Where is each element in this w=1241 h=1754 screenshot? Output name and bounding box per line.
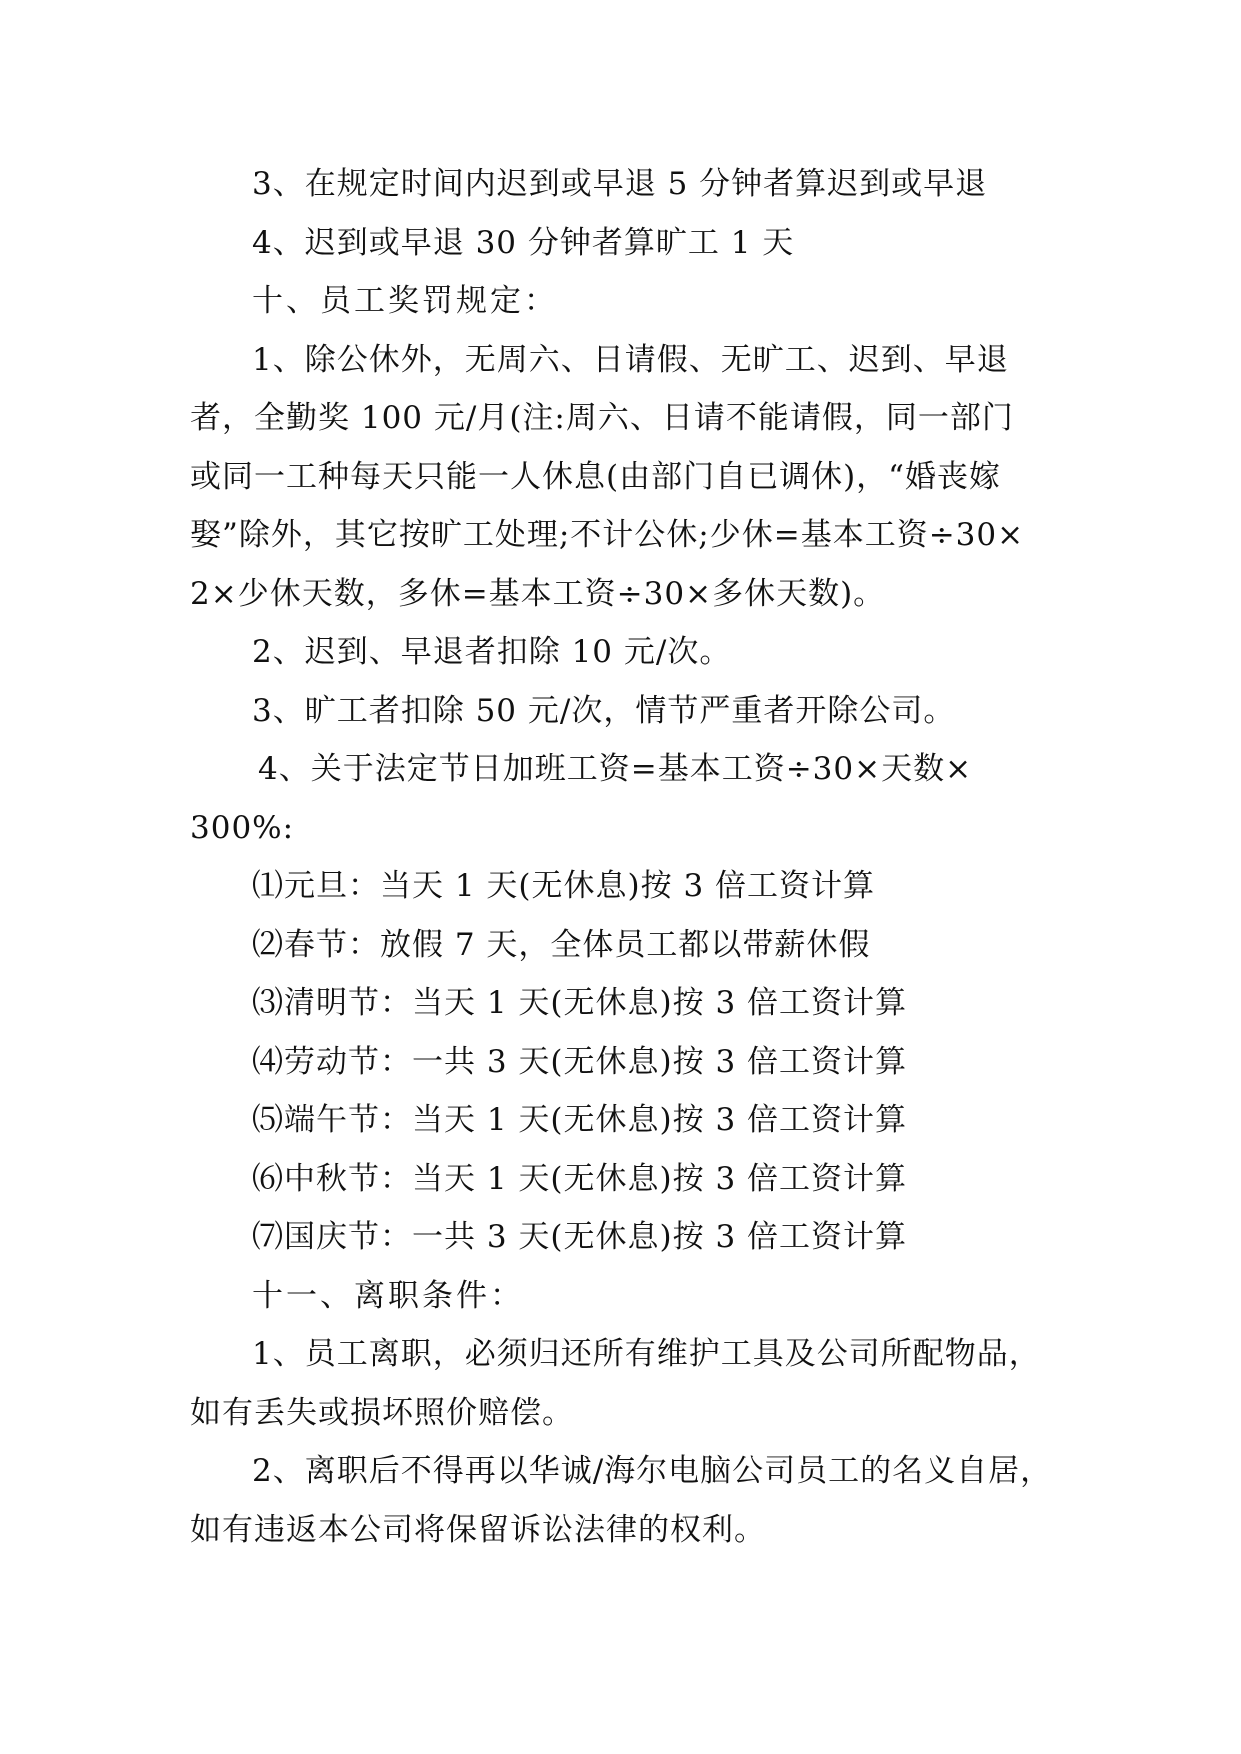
paragraph-line: 1、员工离职，必须归还所有维护工具及公司所配物品， [252,1336,1041,1372]
holiday-list-item: ⑺国庆节：一共 3 天(无休息)按 3 倍工资计算 [252,1219,908,1255]
paragraph-line: 300%: [190,809,295,846]
paragraph-line: 2×少休天数，多休=基本工资÷30×多休天数)。 [190,575,886,612]
holiday-list-item: ⑵春节：放假 7 天，全体员工都以带薪休假 [252,926,871,963]
paragraph-line: 2、迟到、早退者扣除 10 元/次。 [252,634,732,670]
rule-line-3-late: 3、在规定时间内迟到或早退 5 分钟者算迟到或早退 [252,166,988,202]
holiday-list-item: ⑹中秋节：当天 1 天(无休息)按 3 倍工资计算 [252,1160,908,1197]
document-body [190,155,1070,1559]
holiday-list-item: ⑶清明节：当天 1 天(无休息)按 3 倍工资计算 [252,985,908,1021]
section-heading-resignation: 十一、离职条件： [252,1277,524,1314]
rule-line-4-absence: 4、迟到或早退 30 分钟者算旷工 1 天 [252,224,795,261]
paragraph-line: 3、旷工者扣除 50 元/次，情节严重者开除公司。 [252,692,956,729]
paragraph-line: 如有违返本公司将保留诉讼法律的权利。 [190,1511,766,1548]
holiday-list-item: ⑸端午节：当天 1 天(无休息)按 3 倍工资计算 [252,1102,908,1138]
paragraph-line: 4、关于法定节日加班工资=基本工资÷30×天数× [258,751,973,787]
paragraph-line: 2、离职后不得再以华诚/海尔电脑公司员工的名义自居， [252,1453,1053,1489]
paragraph-line: 或同一工种每天只能一人休息(由部门自已调休)，“婚丧嫁 [190,458,1002,495]
paragraph-line: 1、除公休外，无周六、日请假、无旷工、迟到、早退 [252,341,1009,378]
paragraph-line: 者，全勤奖 100 元/月(注:周六、日请不能请假，同一部门 [190,400,1014,436]
holiday-list-item: ⑴元旦：当天 1 天(无休息)按 3 倍工资计算 [252,868,876,904]
paragraph-line: 娶”除外，其它按旷工处理;不计公休;少休=基本工资÷30× [190,517,1025,553]
holiday-list-item: ⑷劳动节：一共 3 天(无休息)按 3 倍工资计算 [252,1043,908,1080]
paragraph-line: 如有丢失或损坏照价赔偿。 [190,1394,574,1431]
section-heading-rewards-penalties: 十、员工奖罚规定： [252,283,558,319]
